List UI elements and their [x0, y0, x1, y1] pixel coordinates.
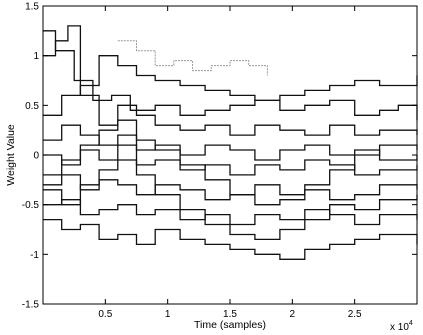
x-axis-multiplier: x $10^4$ — [390, 320, 413, 333]
y-axis-ticks — [22, 2, 417, 311]
y-tick-label: -0.5 — [21, 200, 39, 212]
y-tick-label: -1 — [30, 249, 39, 261]
series-line-11 — [118, 41, 268, 76]
x-tick-label: 0.5 — [98, 309, 113, 320]
x-axis-multiplier-exponent: 4 — [408, 320, 413, 327]
x-tick-label: 2 — [289, 309, 296, 320]
y-tick-label: 0.5 — [25, 100, 39, 112]
y-tick-label: 1.5 — [25, 1, 39, 13]
y-tick-label: -1.5 — [21, 299, 39, 311]
y-tick-label: 0 — [33, 150, 39, 162]
x-tick-label: 1.5 — [223, 309, 237, 320]
y-axis-label: Weight Value — [5, 124, 17, 186]
x-axis-ticks — [98, 6, 362, 320]
y-tick-label: 1 — [33, 51, 39, 63]
series-lines — [43, 26, 417, 259]
x-axis-label: Time (samples) — [194, 319, 266, 331]
x-tick-label: 2.5 — [347, 309, 362, 320]
series-line-7 — [43, 200, 417, 225]
x-tick-label: 1 — [164, 309, 171, 320]
